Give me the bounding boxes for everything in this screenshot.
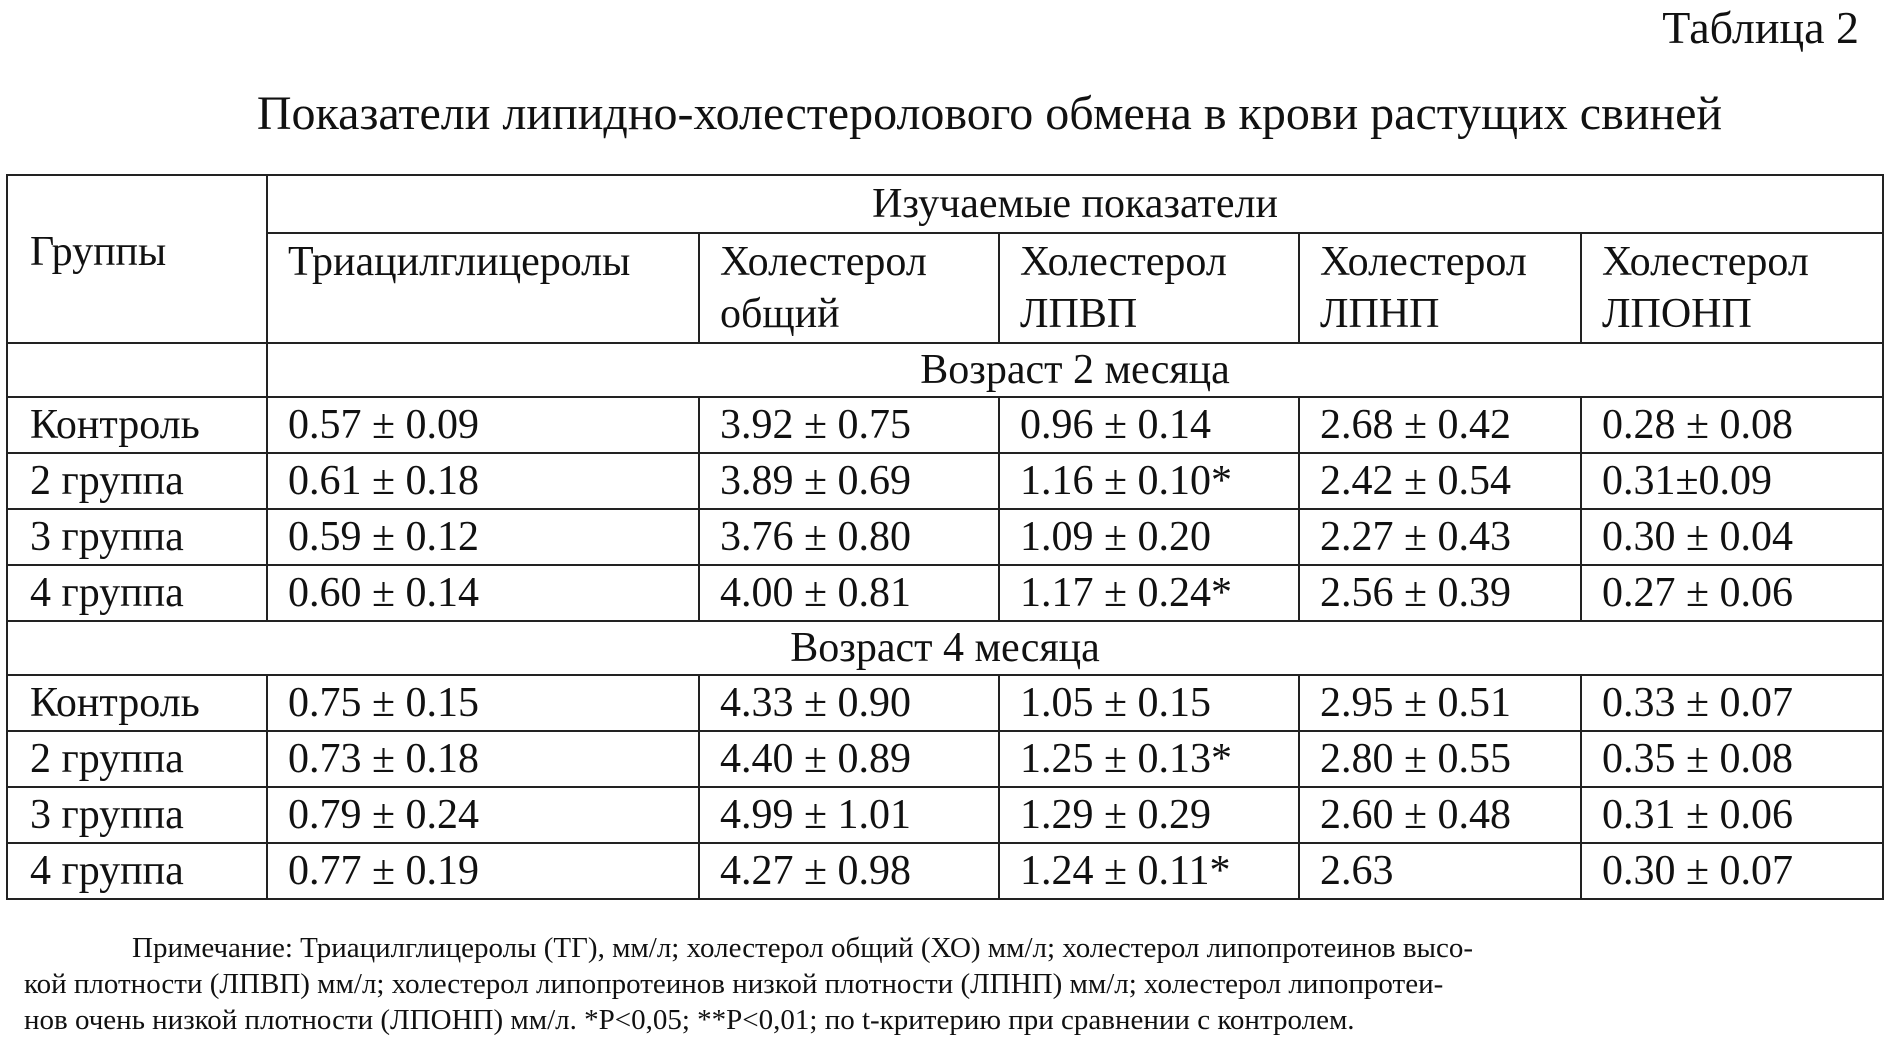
group-cell: Контроль [7,675,267,731]
value-cell: 0.96 ± 0.14 [999,397,1299,453]
value-cell: 0.73 ± 0.18 [267,731,699,787]
value-cell: 2.27 ± 0.43 [1299,509,1581,565]
value-cell: 0.77 ± 0.19 [267,843,699,899]
value-cell: 0.33 ± 0.07 [1581,675,1883,731]
footnote-line: Примечание: Триацилглицеролы (ТГ), мм/л; холестерол общий (ХО) мм/л; холестерол липопротеинов высо- [132,932,1474,964]
value-cell: 0.75 ± 0.15 [267,675,699,731]
value-cell: 2.60 ± 0.48 [1299,787,1581,843]
table-row [7,731,1883,787]
group-cell: 3 группа [7,509,267,565]
value-cell: 1.09 ± 0.20 [999,509,1299,565]
group-cell: 2 группа [7,731,267,787]
value-cell: 2.95 ± 0.51 [1299,675,1581,731]
table-footnote [24,930,1864,1038]
indicators-header: Изучаемые показатели [267,175,1883,233]
group-cell: 2 группа [7,453,267,509]
value-cell: 0.30 ± 0.07 [1581,843,1883,899]
value-cell: 2.63 [1299,843,1581,899]
table-row [7,509,1883,565]
column-header-line2: ЛПВП [1020,291,1138,337]
value-cell: 1.16 ± 0.10* [999,453,1299,509]
table-row [7,843,1883,899]
column-header-line2: общий [720,291,840,337]
value-cell: 0.27 ± 0.06 [1581,565,1883,621]
section-label: Возраст 2 месяца [267,343,1883,397]
value-cell: 0.31 ± 0.06 [1581,787,1883,843]
value-cell: 1.29 ± 0.29 [999,787,1299,843]
value-cell: 0.28 ± 0.08 [1581,397,1883,453]
column-header-line1: Холестерол [1602,239,1809,285]
table-row [7,565,1883,621]
value-cell: 4.00 ± 0.81 [699,565,999,621]
value-cell: 1.05 ± 0.15 [999,675,1299,731]
column-header-line2: ЛПНП [1320,291,1440,337]
lipid-indicators-table [6,174,1884,900]
value-cell: 3.89 ± 0.69 [699,453,999,509]
group-cell: Контроль [7,397,267,453]
table-row [7,675,1883,731]
value-cell: 3.76 ± 0.80 [699,509,999,565]
footnote-line: кой плотности (ЛПВП) мм/л; холестерол липопротеинов низкой плотности (ЛПНП) мм/л; холестерол липопротеи- [24,968,1444,1000]
table-title: Показатели липидно-холестеролового обмена в крови растущих свиней [256,87,1723,140]
column-header-line2: ЛПОНП [1602,291,1752,337]
value-cell: 0.57 ± 0.09 [267,397,699,453]
group-cell: 3 группа [7,787,267,843]
column-header-total-cholesterol [699,233,999,343]
column-header-hdl-cholesterol [999,233,1299,343]
value-cell: 4.40 ± 0.89 [699,731,999,787]
column-header-line1: Холестерол [720,239,927,285]
value-cell: 0.30 ± 0.04 [1581,509,1883,565]
value-cell: 0.79 ± 0.24 [267,787,699,843]
header-row-top [7,175,1883,233]
value-cell: 3.92 ± 0.75 [699,397,999,453]
table-row [7,453,1883,509]
value-cell: 0.59 ± 0.12 [267,509,699,565]
column-header-line1: Холестерол [1320,239,1527,285]
group-cell: 4 группа [7,843,267,899]
value-cell: 0.31±0.09 [1581,453,1883,509]
table-number-label: Таблица 2 [1662,2,1859,53]
group-cell: 4 группа [7,565,267,621]
value-cell: 4.99 ± 1.01 [699,787,999,843]
value-cell: 0.60 ± 0.14 [267,565,699,621]
value-cell: 2.56 ± 0.39 [1299,565,1581,621]
value-cell: 2.80 ± 0.55 [1299,731,1581,787]
column-header-vldl-cholesterol [1581,233,1883,343]
section-label: Возраст 4 месяца [7,621,1883,675]
value-cell: 2.42 ± 0.54 [1299,453,1581,509]
section-spacer-cell [7,343,267,397]
header-row-columns [7,233,1883,343]
table-row [7,397,1883,453]
value-cell: 1.24 ± 0.11* [999,843,1299,899]
groups-column-header: Группы [7,175,267,343]
column-header-line1: Холестерол [1020,239,1227,285]
section-row-age-2-months [7,343,1883,397]
value-cell: 4.33 ± 0.90 [699,675,999,731]
section-row-age-4-months [7,621,1883,675]
value-cell: 4.27 ± 0.98 [699,843,999,899]
column-header-triacylglycerols [267,233,699,343]
value-cell: 1.25 ± 0.13* [999,731,1299,787]
value-cell: 0.35 ± 0.08 [1581,731,1883,787]
value-cell: 2.68 ± 0.42 [1299,397,1581,453]
value-cell: 1.17 ± 0.24* [999,565,1299,621]
column-header-line1: Триацилглицеролы [288,239,631,285]
table-row [7,787,1883,843]
column-header-ldl-cholesterol [1299,233,1581,343]
footnote-line: нов очень низкой плотности (ЛПОНП) мм/л. *P<0,05; **P<0,01; по t-критерию при сравнении с контролем. [24,1004,1355,1036]
value-cell: 0.61 ± 0.18 [267,453,699,509]
